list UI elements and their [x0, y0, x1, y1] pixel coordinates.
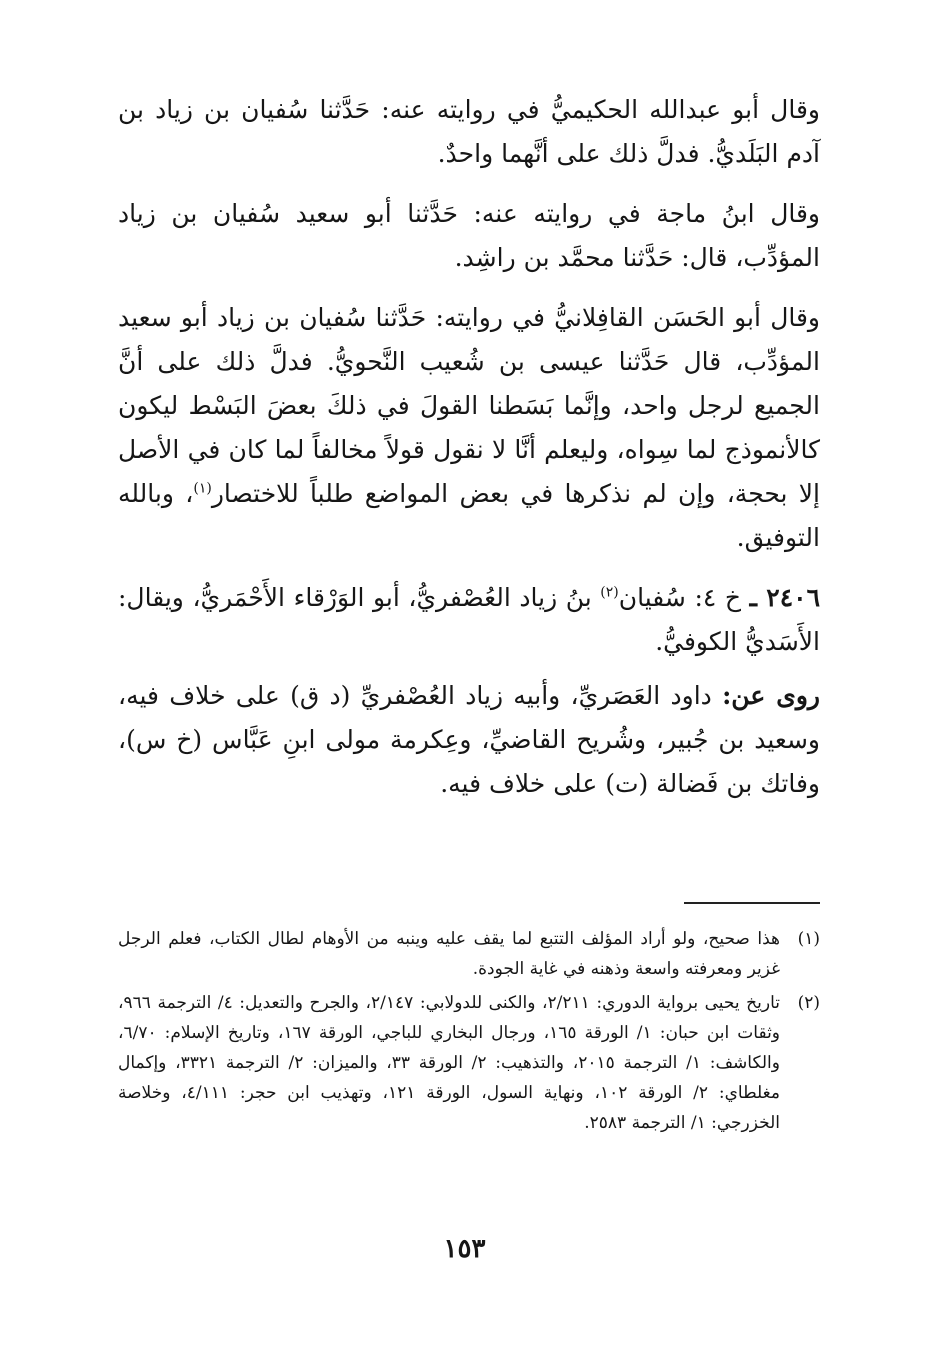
footnote-2-text: تاريخ يحيى برواية الدوري: ٢/٢١١، والكنى للدولابي: ٢/١٤٧، والجرح والتعديل: ٤/ الترجمة ٩٦٦، وثقات ابن حبان: ١/ الورقة ١٦٥، ورجال البخاري للباجي، الورقة ١٦٧، وتاريخ الإسلام: ٦/٧٠، والكاشف: ١/ الترجمة ٢٠١٥، والتذهيب: ٢/ الورقة ٣٣، والميزان: ٢/ الترجمة ٣٣٢١، وإكمال مغلطاي: ٢/ الورقة ١٠٢، ونهاية السول، الورقة ١٢١، وتهذيب ابن حجر: ٤/١١١، وخلاصة الخزرجي: ١/ الترجمة ٢٥٨٣. — [118, 993, 781, 1133]
footnote-1-text: هذا صحيح، ولو أراد المؤلف التتبع لما يقف عليه وينبه من الأوهام لطال الكتاب، فعلم الرجل غزير ومعرفته واسعة وذهنه في غاية الجودة. — [118, 929, 780, 979]
paragraph-hakimi: وقال أبو عبدالله الحكيميُّ في روايته عنه: حَدَّثنا سُفيان بن زياد بن آدم البَلَديُّ. فدلَّ ذلك على أنَّهما واحدٌ. — [118, 95, 820, 168]
footnote-2 — [118, 988, 820, 1138]
entry-heading — [118, 576, 820, 664]
narrated-from — [118, 674, 820, 806]
main-text — [118, 88, 820, 822]
entry-name: سُفيان — [618, 583, 686, 612]
narrated-from-label: روى عن: — [722, 681, 820, 710]
paragraph-qafilani — [118, 296, 820, 560]
narrated-from-text: داود العَصَريِّ، وأبيه زياد العُصْفريِّ (د ق) على خلاف فيه، وسعيد بن جُبير، وشُريح القاضيِّ، وعِكرمة مولى ابنِ عَبَّاس (خ س)، وفاتك بن فَضالة (ت) على خلاف فيه. — [118, 681, 820, 798]
footnote-ref-2[interactable]: (٢) — [600, 584, 619, 601]
entry-code: خ ٤: — [694, 583, 742, 612]
footnote-1 — [118, 924, 820, 984]
paragraph-qafilani-text: وقال أبو الحَسَن القافِلانيُّ في روايته: حَدَّثنا سُفيان بن زياد أبو سعيد المؤدِّب، قال حَدَّثنا عيسى بن شُعيب النَّحويُّ. فدلَّ ذلك على أنَّ الجميع لرجل واحد، وإنَّما بَسَطنا القولَ في ذلكَ بعضَ البَسْط ليكون كالأنموذج لما سِواه، وليعلم أنَّا لا نقول قولاً مخالفاً لما كان في الأصل إلا بحجة، وإن لم نذكرها في بعض المواضع طلباً للاختصار — [118, 303, 820, 508]
entry-rest: بنُ زياد العُصْفريُّ، أبو الوَرْقاء الأَحْمَريُّ، ويقال: الأَسَديُّ الكوفيُّ. — [118, 583, 820, 656]
paragraph-ibn-majah: وقال ابنُ ماجة في روايته عنه: حَدَّثنا أبو سعيد سُفيان بن زياد المؤدِّب، قال: حَدَّثنا محمَّد بن راشِد. — [118, 199, 820, 272]
page-number: ١٥٣ — [443, 1234, 486, 1264]
footnote-1-mark: (١) — [797, 929, 820, 949]
entry-number: ٢٤٠٦ ـ — [749, 583, 820, 612]
paragraph-qafilani-closing: ، وبالله التوفيق. — [118, 479, 820, 552]
footnotes — [118, 924, 820, 1142]
footnote-ref-1[interactable]: (١) — [193, 480, 212, 497]
footnote-divider — [684, 902, 820, 904]
footnote-2-mark: (٢) — [797, 993, 820, 1013]
